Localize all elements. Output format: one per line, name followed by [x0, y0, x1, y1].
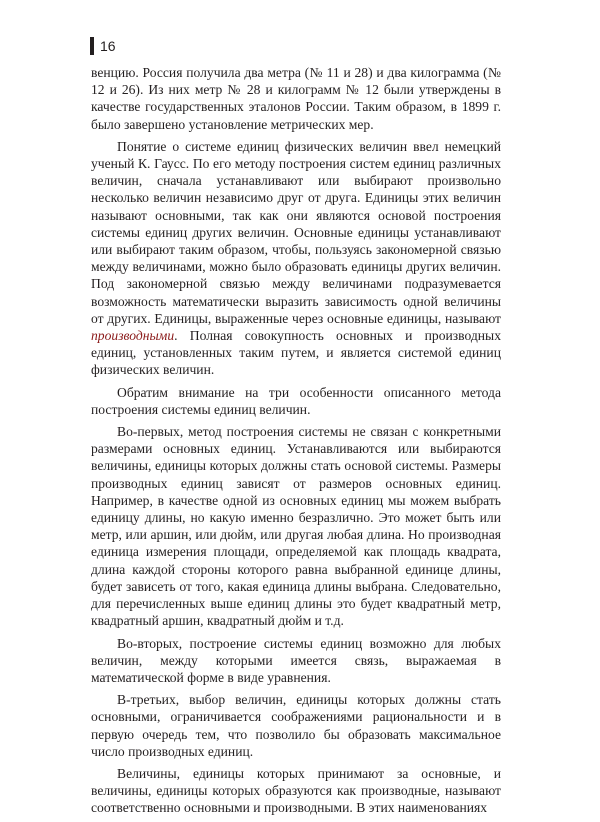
paragraph-third-feature: В-третьих, выбор величин, единицы которых должны стать основными, ограничивается соображениями рациональности и в первую очередь тем, что позволило бы образовать максимальное число производных единиц.: [91, 692, 501, 759]
paragraph-gauss-system: [91, 138, 501, 379]
derived-units-term: производными: [91, 328, 175, 344]
page-header: [90, 37, 116, 55]
header-bar: [90, 37, 94, 55]
paragraph-base-derived: Величины, единицы которых принимают за основные, и величины, единицы которых образуются как производные, называют соответственно основными и производными. В этих наименованиях: [91, 765, 501, 816]
paragraph-second-feature: Во-вторых, построение системы единиц возможно для любых величин, между которыми имеется связь, выражаемая в математической форме в виде уравнения.: [91, 635, 501, 685]
paragraph-text: Понятие о системе единиц физических величин ввел немецкий ученый К. Гаусс. По его методу построения систем единиц различных величин, сначала устанавливают или выбирают произвольно несколько величин независимо друг от друга. Единицы этих величин называют основными, так как они являются основой построения системы единиц других величин. Основные единицы устанавливают или выбирают таким образом, чтобы, пользуясь закономерной связью между величинами, можно было образовать единицы других величин. Под закономерной связью между величинами подразумевается возможность математически выразить зависимость одной величины от других. Единицы, выраженные через основные единицы, называют: [91, 138, 501, 326]
text-body: [91, 64, 501, 822]
paragraph-text: . Полная совокупность основных и производных единиц, установленных таким путем, и является системой единиц физических величин.: [91, 328, 501, 378]
paragraph-three-features: Обратим внимание на три особенности описанного метода построения системы единиц величин.: [91, 384, 501, 417]
page-number: 16: [100, 38, 116, 54]
paragraph-first-feature: Во-первых, метод построения системы не связан с конкретными размерами основных единиц. Устанавливаются или выбираются величины, единицы которых должны стать основой системы. Размеры производных единиц зависят от размеров основных единиц. Например, в качестве одной из основных единиц мы можем выбрать единицу длины, но какую именно безразлично. Это может быть или метр, или аршин, или дюйм, или другая любая длина. Но производная единица измерения площади, определяемой как площадь квадрата, длина каждой стороны которого равна выбранной единице длины, будет зависеть от того, какая единица длины выбрана. Следовательно, для перечисленных выше единиц длины это будет квадратный метр, квадратный аршин, квадратный дюйм и т.д.: [91, 424, 501, 629]
paragraph-metric-standards: венцию. Россия получила два метра (№ 11 и 28) и два килограмма (№ 12 и 26). Из них метр № 28 и килограмм № 12 были утверждены в качестве государственных эталонов России. Таким образом, в 1899 г. было завершено установление метрических мер.: [91, 65, 501, 132]
